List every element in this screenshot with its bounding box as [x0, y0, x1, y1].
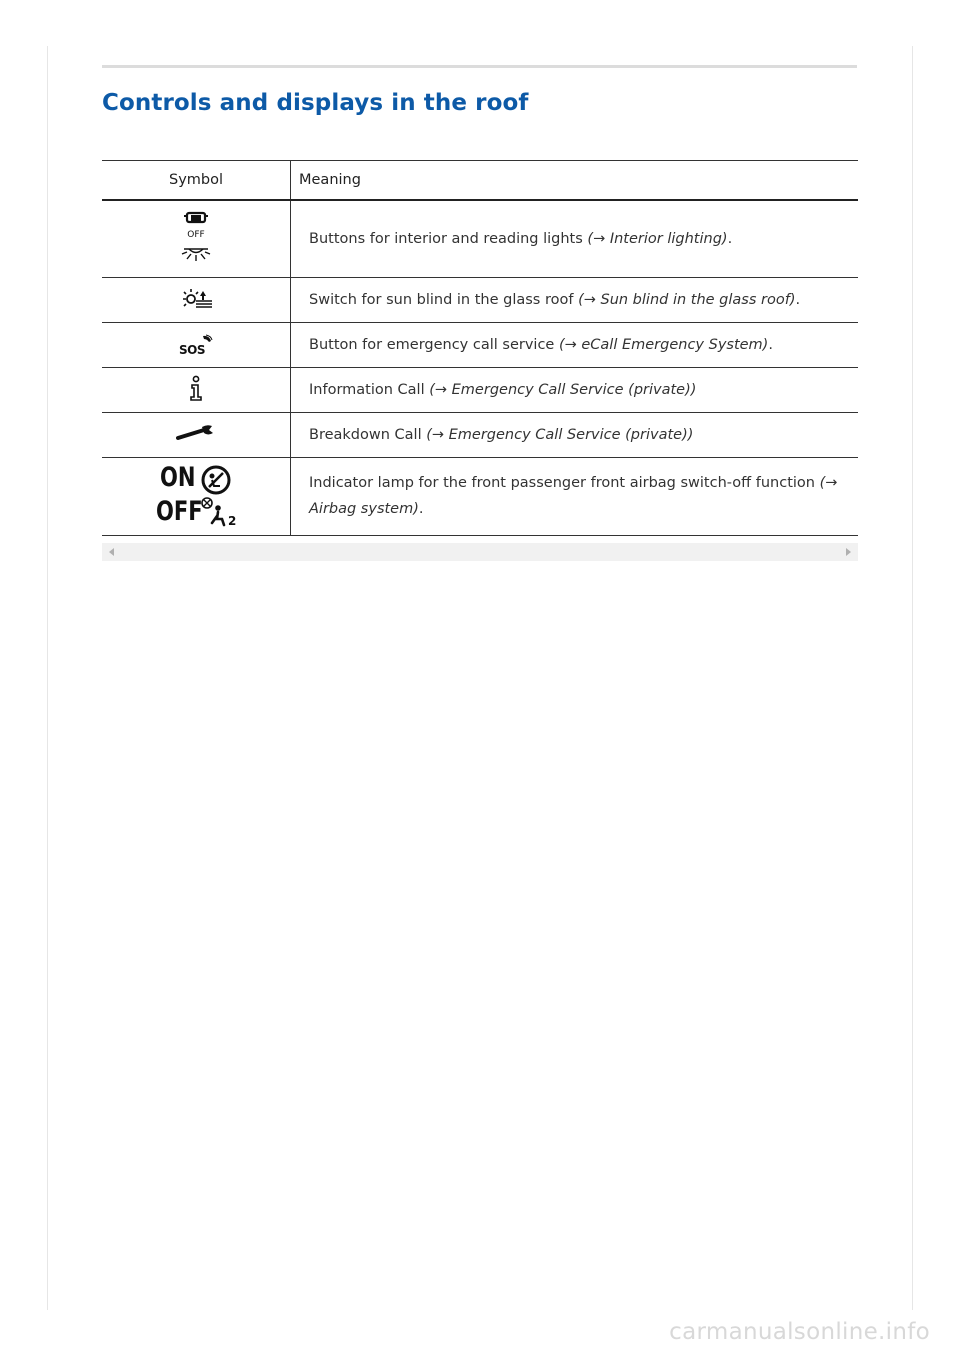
meaning-text: Buttons for interior and reading lights — [309, 230, 583, 247]
reading-light-icon — [181, 246, 211, 266]
airbag-off-label: OFF — [156, 496, 203, 527]
table-row — [102, 322, 858, 367]
meaning-text: Breakdown Call — [309, 426, 422, 443]
sos-label: SOS — [179, 342, 205, 357]
scroll-right-icon[interactable] — [846, 548, 851, 556]
column-header-meaning: Meaning — [291, 161, 859, 201]
meaning-cell — [291, 367, 859, 412]
table-row — [102, 457, 858, 535]
horizontal-scrollbar[interactable] — [102, 543, 858, 561]
meaning-suffix: . — [768, 336, 773, 353]
seat-number-label: 2 — [228, 514, 237, 528]
cross-reference-link[interactable]: (→ Airbag system) — [309, 475, 838, 517]
interior-light-icon — [183, 211, 209, 229]
cross-reference-link[interactable]: (→ Interior lighting) — [587, 230, 728, 247]
meaning-text: Indicator lamp for the front passenger front airbag switch-off function — [309, 475, 815, 491]
cross-reference-link[interactable]: (→ Emergency Call Service (private)) — [426, 426, 694, 443]
symbol-cell — [102, 457, 291, 535]
sos-call-icon — [179, 334, 213, 356]
wrench-icon — [176, 424, 216, 446]
meaning-cell — [291, 200, 859, 277]
table-row — [102, 200, 858, 277]
symbol-cell — [102, 200, 291, 277]
symbol-cell — [102, 277, 291, 322]
airbag-on-label: ON — [160, 462, 196, 493]
symbol-cell — [102, 322, 291, 367]
scroll-left-icon[interactable] — [109, 548, 114, 556]
passenger-airbag-off-icon — [200, 495, 230, 527]
meaning-suffix: . — [418, 501, 424, 517]
meaning-cell — [291, 412, 859, 457]
table-row — [102, 412, 858, 457]
page-title: Controls and displays in the roof — [102, 90, 529, 116]
meaning-cell — [291, 322, 859, 367]
meaning-cell — [291, 457, 859, 535]
meaning-text: Button for emergency call service — [309, 336, 555, 353]
watermark: carmanualsonline.info — [669, 1319, 930, 1345]
airbag-on-indicator-icon — [200, 464, 232, 496]
symbol-cell — [102, 367, 291, 412]
meaning-suffix: . — [727, 230, 733, 247]
airbag-on-off-icon — [156, 463, 236, 529]
table-header-row — [102, 161, 858, 201]
information-call-icon — [189, 375, 203, 405]
cross-reference-link[interactable]: (→ eCall Emergency System) — [558, 336, 769, 353]
page-border-right — [912, 46, 913, 1310]
symbol-cell — [102, 412, 291, 457]
sun-blind-icon — [179, 287, 213, 313]
table-row — [102, 367, 858, 412]
symbol-table — [102, 160, 858, 536]
top-rule — [102, 65, 857, 68]
meaning-suffix: . — [795, 291, 801, 308]
meaning-cell — [291, 277, 859, 322]
page-border-left — [47, 46, 48, 1310]
cross-reference-link[interactable]: (→ Emergency Call Service (private)) — [429, 381, 697, 398]
meaning-text: Switch for sun blind in the glass roof — [309, 291, 574, 308]
column-header-symbol: Symbol — [102, 161, 291, 201]
table-row — [102, 277, 858, 322]
off-label: OFF — [187, 230, 205, 241]
cross-reference-link[interactable]: (→ Sun blind in the glass roof) — [578, 291, 796, 308]
meaning-text: Information Call — [309, 381, 425, 398]
